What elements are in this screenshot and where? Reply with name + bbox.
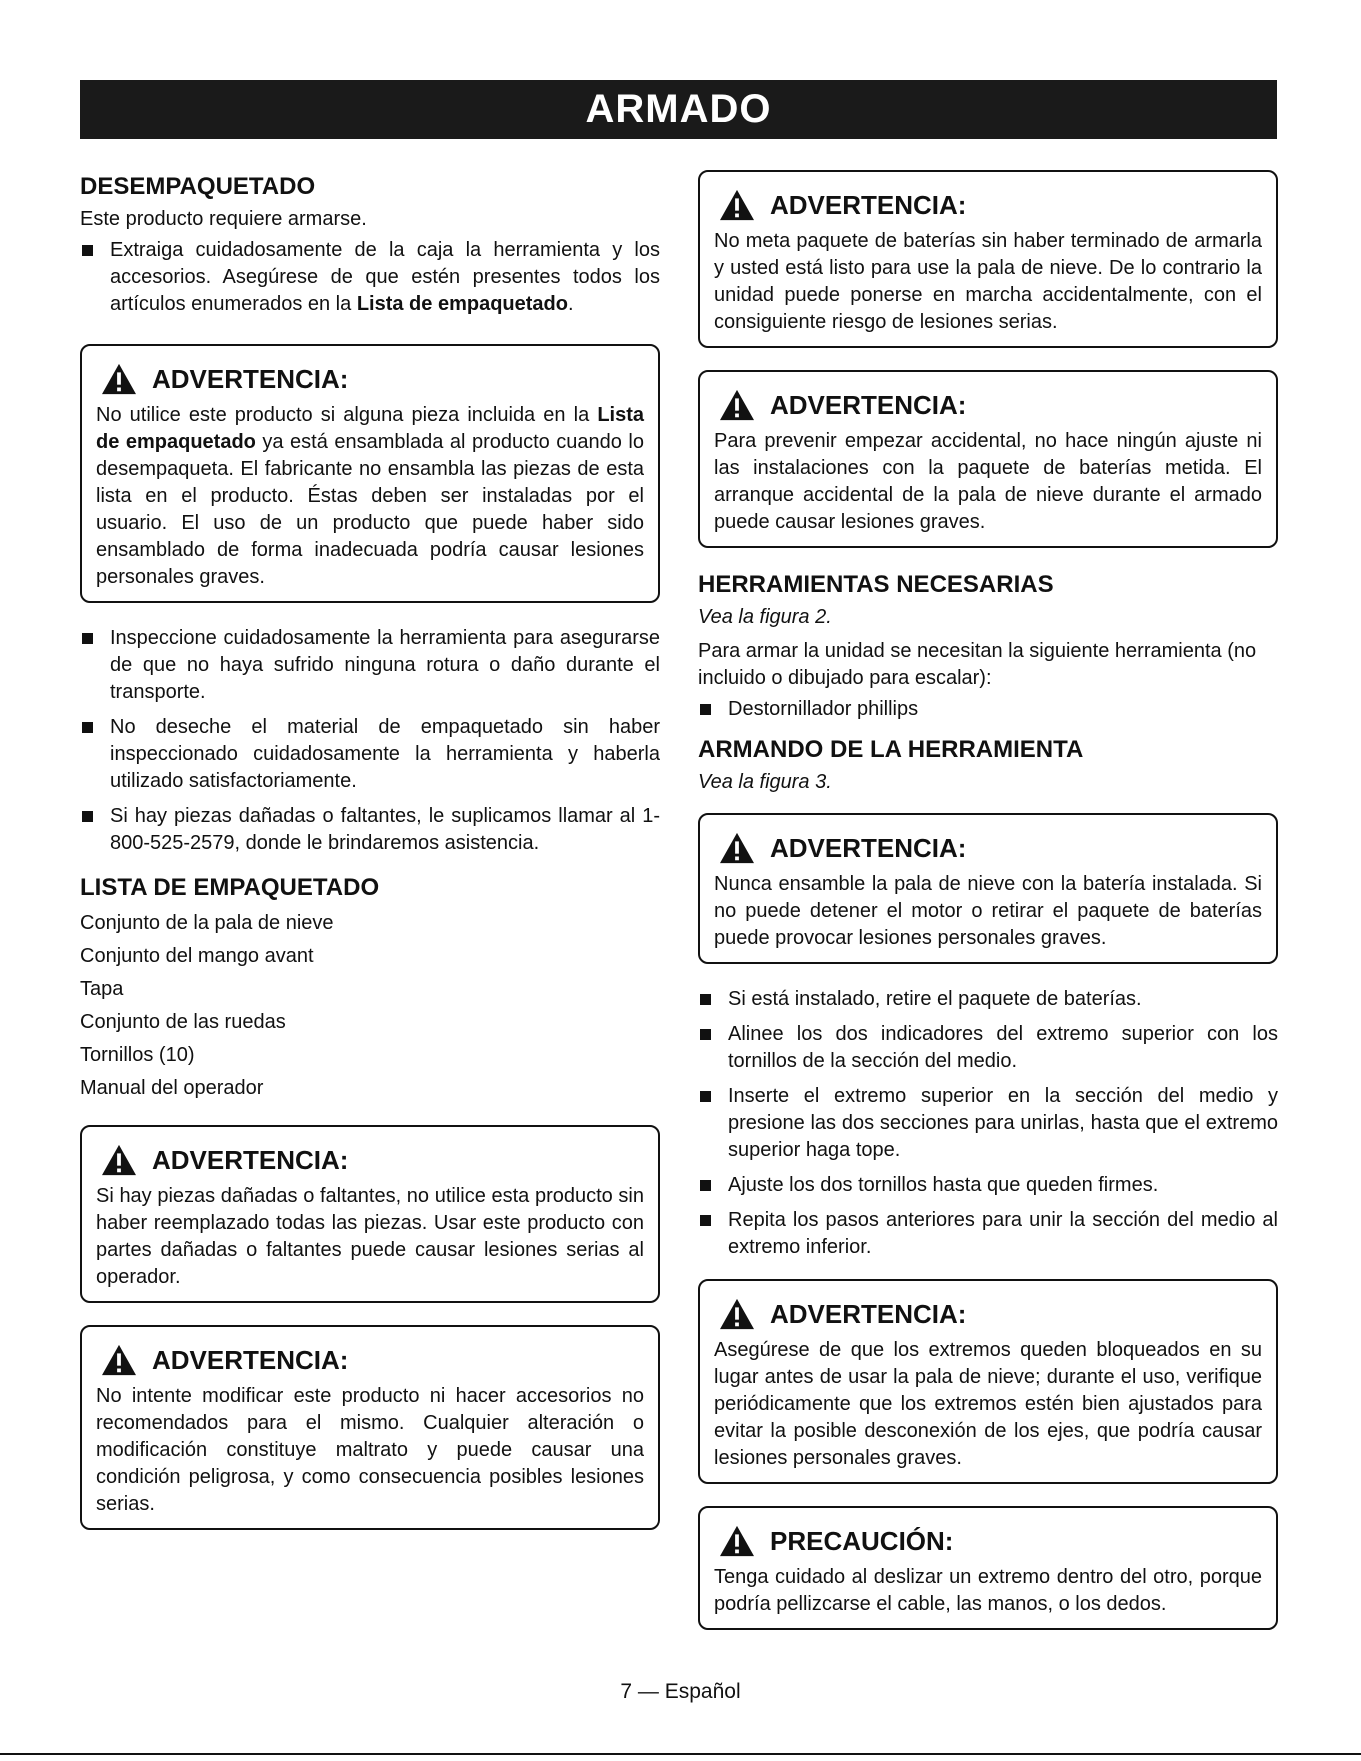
warning-text: Para prevenir empezar accidental, no hace ningún ajuste ni las instalaciones con la paquete de baterías metida. El arranque accidental de la pala de nieve durante el armado puede causar lesiones graves. bbox=[714, 430, 1262, 533]
warning-triangle-icon bbox=[718, 1297, 756, 1331]
assembly-steps bbox=[698, 986, 1278, 1261]
warning-triangle-icon bbox=[100, 1143, 138, 1177]
assembly-heading: ARMANDO DE LA HERRAMIENTA bbox=[698, 736, 1084, 763]
warning-text: No meta paquete de baterías sin haber terminado de armarla y usted está listo para use la pala de nieve. De lo contrario la unidad puede ponerse en marcha accidentalmente, con el consiguiente riesgo de lesiones serias. bbox=[714, 230, 1262, 333]
page-footer: 7 — Español bbox=[620, 1680, 741, 1703]
warning-box bbox=[698, 813, 1278, 964]
square-bullet-icon bbox=[700, 1091, 711, 1102]
packing-list-item: Conjunto de las ruedas bbox=[80, 1011, 286, 1033]
warning-triangle-icon bbox=[100, 1343, 138, 1377]
left-column bbox=[80, 172, 660, 1552]
warning-triangle-icon bbox=[718, 831, 756, 865]
inspection-list bbox=[80, 625, 660, 857]
warning-text: Nunca ensamble la pala de nieve con la batería instalada. Si no puede detener el motor o retirar el paquete de baterías puede provocar lesiones personales graves. bbox=[714, 873, 1262, 949]
square-bullet-icon bbox=[700, 1215, 711, 1226]
square-bullet-icon bbox=[82, 811, 93, 822]
right-column bbox=[698, 170, 1278, 1652]
tools-figure-ref: Vea la figura 2. bbox=[698, 606, 832, 628]
packing-list-item: Tornillos (10) bbox=[80, 1044, 195, 1066]
list-item: Alinee los dos indicadores del extremo superior con los tornillos de la sección del medio. bbox=[698, 1021, 1278, 1075]
warning-text: Si hay piezas dañadas o faltantes, no utilice esta producto sin haber reemplazado todas las piezas. Usar este producto con partes dañadas o faltantes puede causar lesiones serias al operador. bbox=[96, 1185, 644, 1288]
warning-text: No intente modificar este producto ni hacer accesorios no recomendados para el mismo. Cualquier alteración o modificación constituye maltrato y puede causar una condición peligrosa, y como consecuencia posibles lesiones serias. bbox=[96, 1385, 644, 1515]
packing-list-item: Conjunto del mango avant bbox=[80, 945, 314, 967]
warning-title: ADVERTENCIA: bbox=[152, 1344, 349, 1375]
section-banner: ARMADO bbox=[80, 80, 1277, 139]
square-bullet-icon bbox=[82, 722, 93, 733]
square-bullet-icon bbox=[700, 1180, 711, 1191]
list-item: Inspeccione cuidadosamente la herramienta para asegurarse de que no haya sufrido ninguna rotura o daño durante el transporte. bbox=[80, 625, 660, 706]
list-item: Ajuste los dos tornillos hasta que queden firmes. bbox=[698, 1172, 1278, 1199]
warning-triangle-icon bbox=[718, 388, 756, 422]
packing-list-item: Manual del operador bbox=[80, 1077, 264, 1099]
list-item: Si está instalado, retire el paquete de baterías. bbox=[698, 986, 1278, 1013]
square-bullet-icon bbox=[82, 633, 93, 644]
list-item: Inserte el extremo superior en la sección del medio y presione las dos secciones para unirlas, hasta que el extremo superior haga tope. bbox=[698, 1083, 1278, 1164]
tools-intro: Para armar la unidad se necesitan la siguiente herramienta (no incluido o dibujado para escalar): bbox=[698, 640, 1257, 689]
warning-title: ADVERTENCIA: bbox=[770, 189, 967, 220]
warning-title: ADVERTENCIA: bbox=[152, 1144, 349, 1175]
warning-box bbox=[80, 1325, 660, 1530]
caution-box bbox=[698, 1506, 1278, 1630]
warning-box bbox=[698, 1279, 1278, 1484]
square-bullet-icon bbox=[700, 1029, 711, 1040]
warning-triangle-icon bbox=[718, 1524, 756, 1558]
warning-box bbox=[80, 344, 660, 603]
warning-triangle-icon bbox=[100, 362, 138, 396]
list-item: Si hay piezas dañadas o faltantes, le suplicamos llamar al 1-800-525-2579, donde le brindaremos asistencia. bbox=[80, 803, 660, 857]
packing-list-heading: LISTA DE EMPAQUETADO bbox=[80, 874, 380, 901]
tools-list bbox=[698, 696, 1278, 723]
warning-title: ADVERTENCIA: bbox=[770, 389, 967, 420]
packing-list-item: Conjunto de la pala de nieve bbox=[80, 912, 334, 934]
caution-text: Tenga cuidado al deslizar un extremo dentro del otro, porque podría pellizcarse el cable, las manos, o los dedos. bbox=[714, 1566, 1262, 1615]
warning-title: ADVERTENCIA: bbox=[770, 1298, 967, 1329]
warning-text: No utilice este producto si alguna pieza incluida en la Lista de empaquetado ya está ensamblada al producto cuando lo desempaqueta. El fabricante no ensambla las piezas de esta lista en el producto. Éstas deben ser instaladas por el usuario. El uso de un producto que puede haber sido ensamblado de forma inadecuada podría causar lesiones personales graves. bbox=[96, 404, 644, 588]
tools-heading: HERRAMIENTAS NECESARIAS bbox=[698, 571, 1054, 598]
packing-list bbox=[80, 907, 660, 1105]
assembly-figure-ref: Vea la figura 3. bbox=[698, 771, 832, 793]
list-item: Destornillador phillips bbox=[698, 696, 1278, 723]
warning-title: ADVERTENCIA: bbox=[152, 363, 349, 394]
warning-box bbox=[698, 370, 1278, 548]
list-item: Repita los pasos anteriores para unir la sección del medio al extremo inferior. bbox=[698, 1207, 1278, 1261]
square-bullet-icon bbox=[700, 704, 711, 715]
warning-text: Asegúrese de que los extremos queden bloqueados en su lugar antes de usar la pala de nieve; durante el uso, verifique periódicamente que los extremos estén bien ajustados para evitar la posible desconexión de los ejes, que podría causar lesiones personales graves. bbox=[714, 1339, 1262, 1469]
warning-title: ADVERTENCIA: bbox=[770, 832, 967, 863]
packing-list-item: Tapa bbox=[80, 978, 124, 1000]
list-item: Extraiga cuidadosamente de la caja la herramienta y los accesorios. Asegúrese de que estén presentes todos los artículos enumerados en la Lista de empaquetado. bbox=[80, 237, 660, 318]
warning-box bbox=[80, 1125, 660, 1303]
unpacking-heading: DESEMPAQUETADO bbox=[80, 173, 316, 200]
unpacking-list bbox=[80, 237, 660, 318]
list-item: No deseche el material de empaquetado sin haber inspeccionado cuidadosamente la herramienta y haberla utilizado satisfactoriamente. bbox=[80, 714, 660, 795]
square-bullet-icon bbox=[82, 245, 93, 256]
caution-title: PRECAUCIÓN: bbox=[770, 1525, 954, 1556]
square-bullet-icon bbox=[700, 994, 711, 1005]
warning-box bbox=[698, 170, 1278, 348]
page-bottom-rule bbox=[0, 1753, 1361, 1755]
warning-triangle-icon bbox=[718, 188, 756, 222]
unpacking-intro: Este producto requiere armarse. bbox=[80, 208, 367, 230]
